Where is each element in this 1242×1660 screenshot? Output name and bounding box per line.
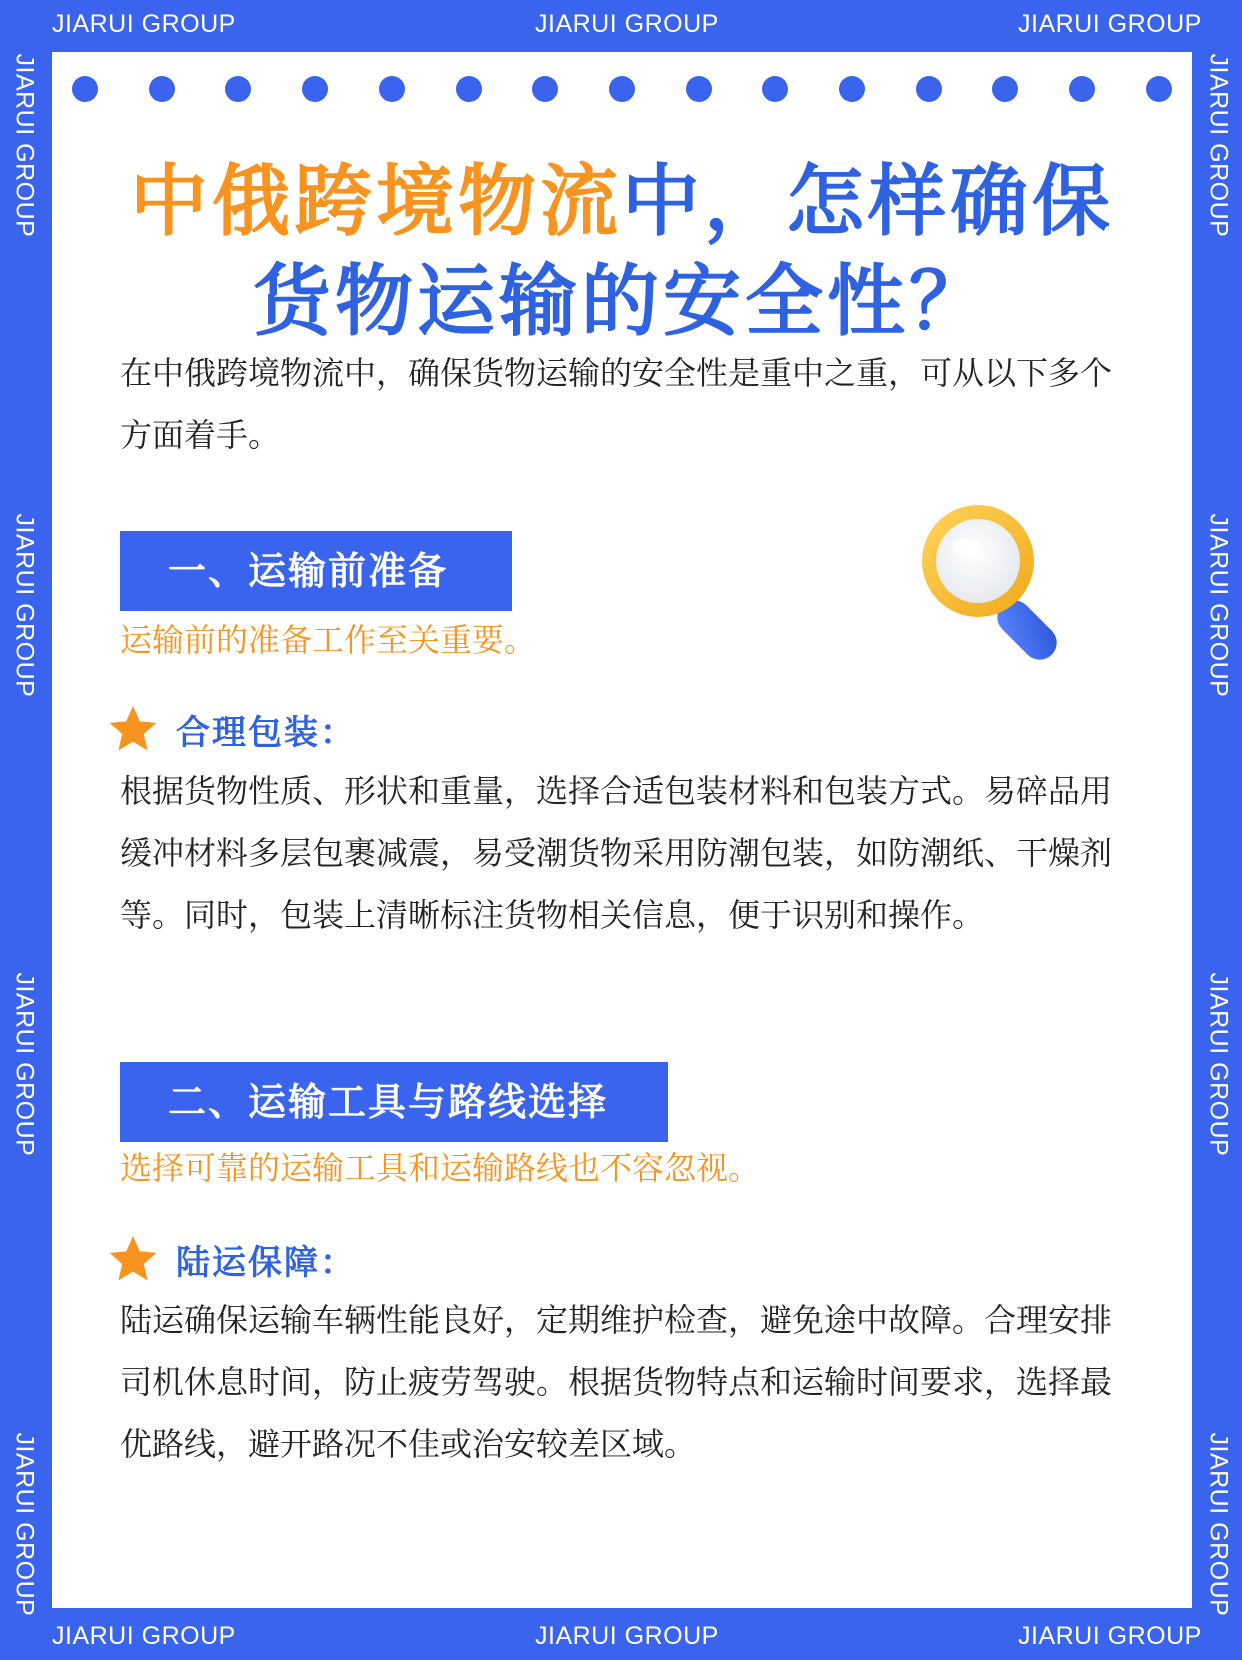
- dot: [532, 76, 558, 102]
- title-line-1: [52, 152, 1192, 252]
- dot: [992, 76, 1018, 102]
- page-title: [52, 152, 1192, 352]
- content-card: [52, 52, 1192, 1608]
- brand-watermark: JIARUI GROUP: [1204, 53, 1233, 238]
- brand-watermark: JIARUI GROUP: [10, 513, 39, 698]
- section-body-1: 根据货物性质、形状和重量，选择合适包装材料和包装方式。易碎品用缓冲材料多层包裹减震，易受潮货物采用防潮包装，如防潮纸、干燥剂等。同时，包装上清晰标注货物相关信息，便于识别和操作。: [120, 772, 1113, 934]
- dot: [72, 76, 98, 102]
- subsection-title-2: 陆运保障：: [176, 1242, 356, 1283]
- brand-watermark: JIARUI GROUP: [535, 10, 719, 38]
- dot: [686, 76, 712, 102]
- subsection-2: [106, 1232, 356, 1286]
- brand-watermark: JIARUI GROUP: [1018, 1622, 1202, 1650]
- title-rest: 中，怎样确保: [622, 157, 1115, 247]
- dot: [302, 76, 328, 102]
- dot: [609, 76, 635, 102]
- brand-watermark: JIARUI GROUP: [535, 1622, 719, 1650]
- brand-watermark: JIARUI GROUP: [10, 972, 39, 1157]
- brand-watermark: JIARUI GROUP: [52, 10, 236, 38]
- section-heading-2: 二、运输工具与路线选择: [120, 1062, 668, 1142]
- dot: [1069, 76, 1095, 102]
- dot: [916, 76, 942, 102]
- section-body-2: 陆运确保运输车辆性能良好，定期维护检查，避免途中故障。合理安排司机休息时间，防止疲劳驾驶。根据货物特点和运输时间要求，选择最优路线，避开路况不佳或治安较差区域。: [120, 1301, 1113, 1463]
- decorative-dots: [72, 76, 1172, 102]
- title-highlight: 中俄跨境物流: [129, 157, 622, 247]
- dot: [225, 76, 251, 102]
- dot: [149, 76, 175, 102]
- magnifying-glass-icon: [906, 495, 1076, 665]
- star-icon: [106, 1232, 160, 1286]
- brand-watermark: JIARUI GROUP: [52, 1622, 236, 1650]
- dot: [379, 76, 405, 102]
- brand-watermark: JIARUI GROUP: [1204, 972, 1233, 1157]
- intro-paragraph: 在中俄跨境物流中，确保货物运输的安全性是重中之重，可从以下多个方面着手。: [120, 354, 1113, 454]
- dot: [839, 76, 865, 102]
- dot: [762, 76, 788, 102]
- section-lead-1: 运输前的准备工作至关重要。: [120, 621, 537, 659]
- section-lead-2: 选择可靠的运输工具和运输路线也不容忽视。: [120, 1149, 761, 1187]
- brand-watermark: JIARUI GROUP: [1204, 1432, 1233, 1617]
- subsection-title-1: 合理包装：: [176, 712, 356, 753]
- brand-watermark: JIARUI GROUP: [10, 1432, 39, 1617]
- brand-watermark: JIARUI GROUP: [1018, 10, 1202, 38]
- dot: [456, 76, 482, 102]
- subsection-1: [106, 702, 356, 756]
- star-icon: [106, 702, 160, 756]
- brand-watermark: JIARUI GROUP: [1204, 513, 1233, 698]
- brand-watermark: JIARUI GROUP: [10, 53, 39, 238]
- title-line-2: 货物运输的安全性？: [252, 257, 991, 347]
- dot: [1146, 76, 1172, 102]
- section-heading-1: 一、运输前准备: [120, 531, 512, 611]
